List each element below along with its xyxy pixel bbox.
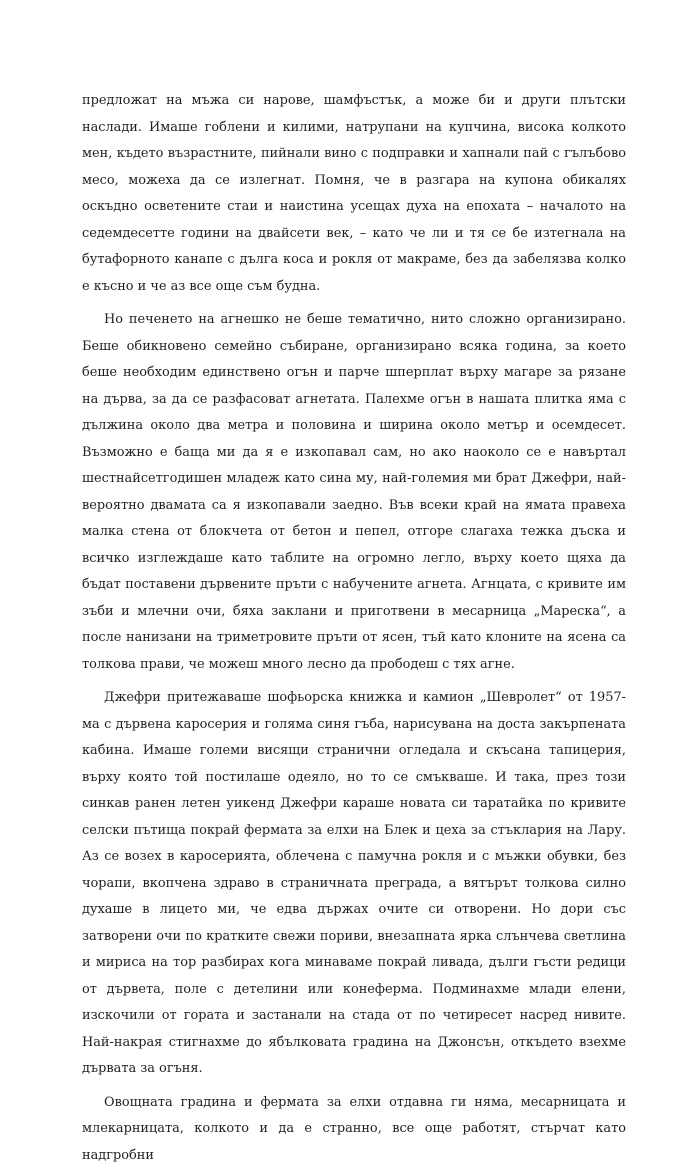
paragraph-1: предложат на мъжа си нарове, шамфъстък, а може би и други плътски наслади. Имаше гоблени и килими, натрупани на купчина, висока колкото мен, където възрастните, пийнали вино с подправки и хапнали пай с гълъбово месо, можеха да се излегнат. Помня, че в разгара на купона обикалях оскъдно осветените стаи и наистина усещах духа на епохата – началото на седемдесетте години на двайсети век, – като че ли и тя се бе изтегнала на бутафорното канапе с дълга коса и рокля от макраме, без да забелязва колко е късно и че аз все още съм будна. [82,93,626,294]
paragraph-2: Но печенето на агнешко не беше тематично, нито сложно организирано. Беше обикновено семейно събиране, организирано всяка година, за което беше необходим единствено огън и парче шперплат върху магаре за рязане на дърва, за да се разфасоват агнетата. Палехме огън в нашата плитка яма с дължина около два метра и половина и ширина около метър и осемдесет. Възможно е баща ми да я е изкопавал сам, но ако наоколо се е навъртал шестнайсетгодишен младеж като сина му, най-големия ми брат Джефри, най-вероятно двамата са я изкопавали заедно. Във всеки край на ямата правеха малка стена от блокчета от бетон и пепел, отгоре слагаха тежка дъска и всичко изглеждаше като таблите на огромно легло, върху което щяха да бъдат поставени дървените пръти с набучените агнета. Агнцата, с кривите им зъби и млечни очи, бяха заклани и приготвени в месарница „Мареска“, а после нанизани на триметровите пръти от ясен, тъй като клоните на ясена са толкова прави, че можеш много лесно да прободеш с тях агне. [82,312,626,672]
body-text [82,88,626,1176]
paragraph-3: Джефри притежаваше шофьорска книжка и камион „Шевролет“ от 1957-ма с дървена каросерия и голяма синя гъба, нарисувана на доста закърпената кабина. Имаше големи висящи странични огледала и скъсана тапицерия, върху която той постилаше одеяло, но то се смъкваше. И така, през този синкав ранен летен уикенд Джефри караше новата си таратайка по кривите селски пътища покрай фермата за елхи на Блек и цеха за стъклария на Лару. Аз се возех в каросерията, облечена с памучна рокля и с мъжки обувки, без чорапи, вкопчена здраво в страничната преграда, а вятърът толкова силно духаше в лицето ми, че едва държах очите си отворени. Но дори със затворени очи по кратките свежи пориви, внезапната ярка слънчева светлина и мириса на тор разбирах кога минаваме покрай ливада, дълги гъсти редици от дървета, поле с детелини или конеферма. Подминахме млади елени, изскочили от гората и застанали на стада от по четиресет насред нивите. Най-накрая стигнахме до ябълковата градина на Джонсън, откъдето взехме дървата за огъня. [82,690,626,1076]
paragraph-4: Овощната градина и фермата за елхи отдавна ги няма, месарницата и млекарницата, колкото и да е странно, все още работят, стърчат като надгробни [82,1094,626,1163]
